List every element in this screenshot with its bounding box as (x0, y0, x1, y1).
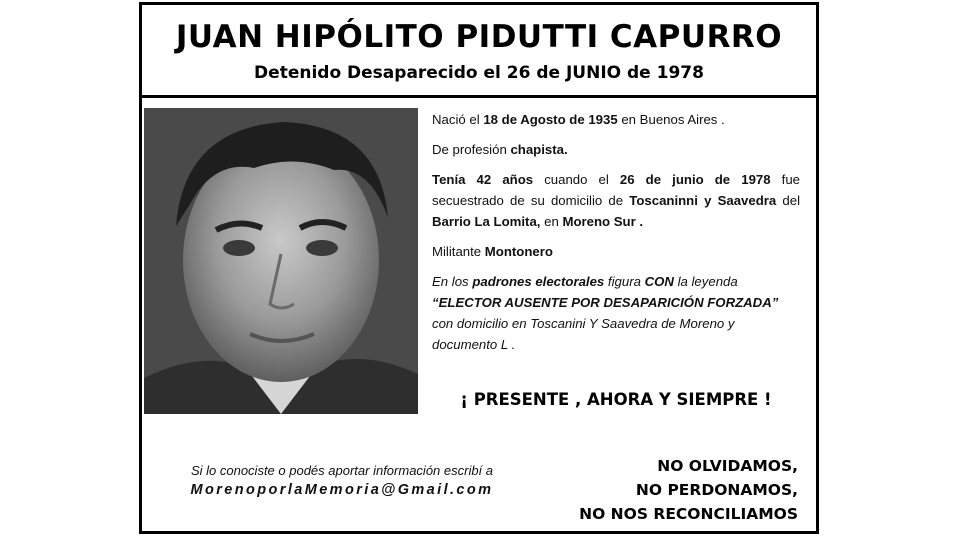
abduction-locality: Moreno Sur . (562, 214, 644, 229)
abduction-text-2: fue secuestrado de su domicilio de (432, 172, 801, 208)
abduction-paragraph (432, 169, 800, 232)
slogan-line-1: NO OLVIDAMOS, (657, 457, 798, 475)
padron-text-2: figura (604, 274, 645, 289)
closing-slogan (579, 454, 798, 526)
profession-value: chapista. (510, 142, 568, 157)
contact-block (152, 463, 532, 498)
profession-line (432, 139, 800, 160)
portrait-photo (144, 108, 418, 414)
abduction-text-1: cuando el (533, 172, 620, 187)
padron-text-4: con domicilio en Toscanini Y Saavedra de Moreno y documento L . (432, 316, 735, 352)
padron-legend: “ELECTOR AUSENTE POR DESAPARICIÓN FORZADA” (432, 295, 779, 310)
abduction-text-3: del (776, 193, 801, 208)
disappearance-subtitle: Detenido Desaparecido el 26 de JUNIO de 1978 (254, 63, 704, 83)
profession-text: De profesión (432, 142, 511, 157)
birth-text-1: Nació el (432, 112, 484, 127)
abduction-barrio: Barrio La Lomita, (432, 214, 541, 229)
header-divider (142, 95, 816, 98)
padron-paragraph (432, 271, 800, 355)
slogan-line-2: NO PERDONAMOS, (635, 481, 798, 499)
militancy-line (432, 241, 800, 262)
age-at-abduction: Tenía 42 años (432, 172, 534, 187)
militancy-text: Militante (432, 244, 485, 259)
biography-block (432, 109, 800, 364)
person-name-title: JUAN HIPÓLITO PIDUTTI CAPURRO (175, 19, 783, 55)
padron-term: padrones electorales (472, 274, 605, 289)
abduction-address: Toscaninni y Saavedra (629, 193, 777, 208)
abduction-date: 26 de junio de 1978 (619, 172, 771, 187)
padron-text-1: En los (432, 274, 473, 289)
militancy-value: Montonero (484, 244, 553, 259)
birth-text-2: en Buenos Aires . (617, 112, 725, 127)
padron-con: CON (644, 274, 674, 289)
abduction-text-4: en (540, 214, 563, 229)
padron-text-3: la leyenda (673, 274, 738, 289)
portrait-photo-image (144, 108, 418, 414)
poster-frame (139, 2, 819, 534)
presente-slogan: ¡ PRESENTE , AHORA Y SIEMPRE ! (460, 390, 772, 409)
slogan-line-3: NO NOS RECONCILIAMOS (579, 505, 798, 523)
contact-instruction: Si lo conociste o podés aportar información escribí a (190, 463, 494, 478)
contact-email: MorenoporlaMemoria@Gmail.com (190, 482, 494, 498)
birth-line (432, 109, 800, 130)
birth-date: 18 de Agosto de 1935 (483, 112, 618, 127)
